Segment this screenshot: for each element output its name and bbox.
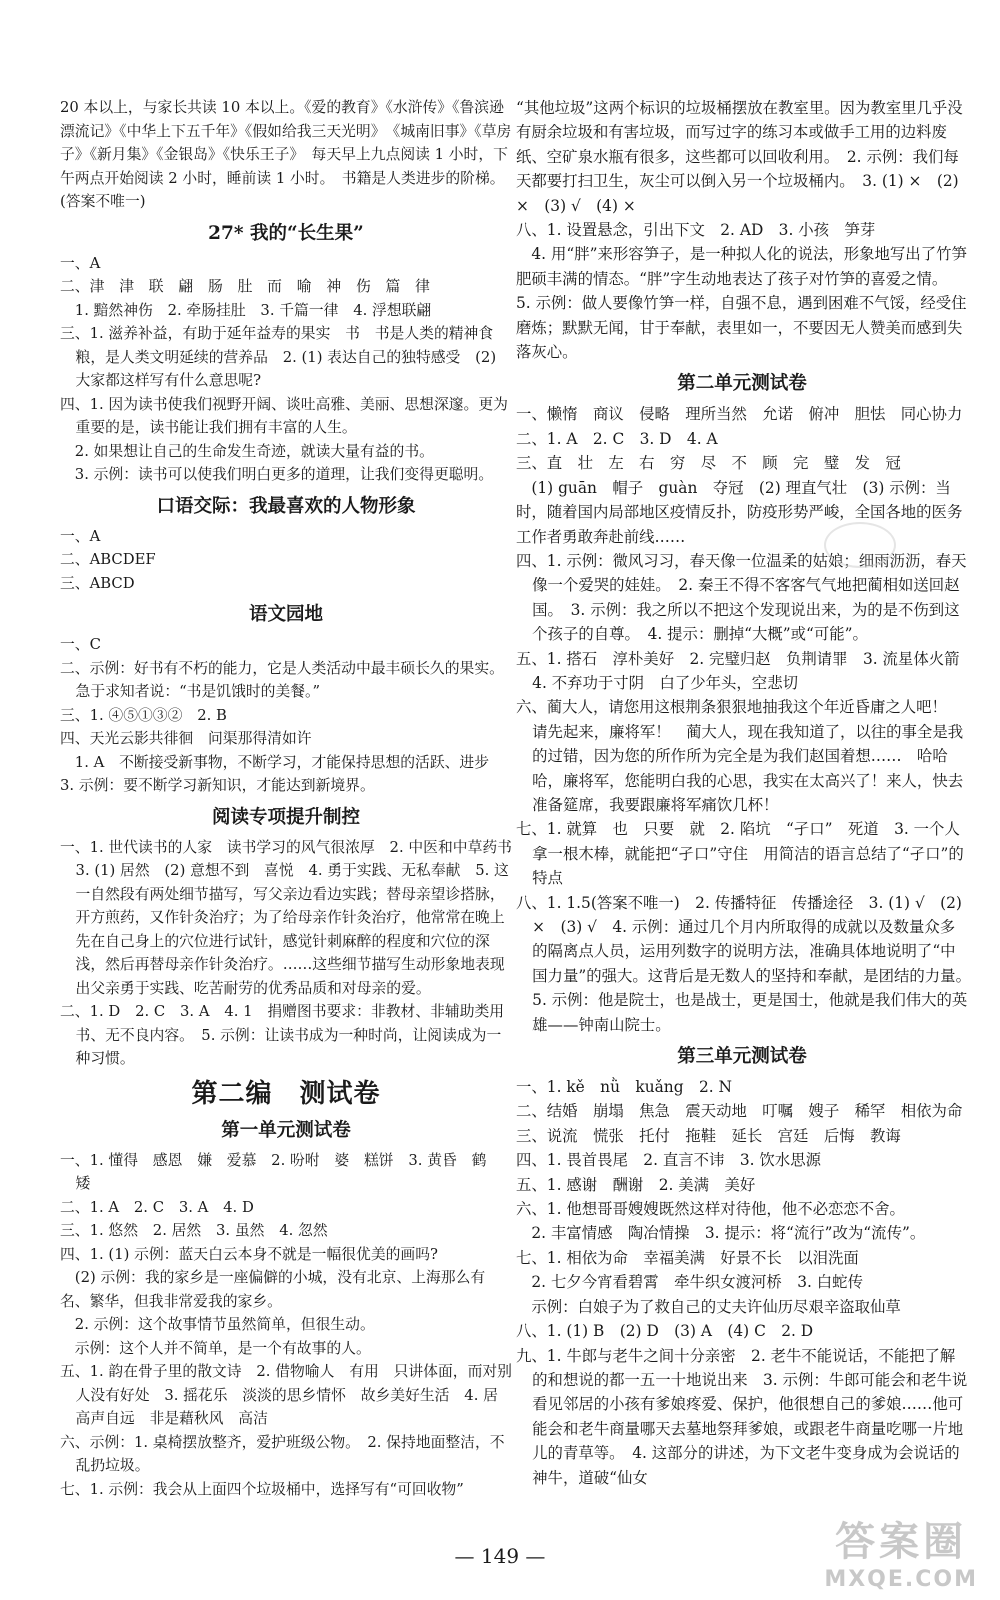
watermark-logo (824, 1510, 978, 1592)
answer-line: 六、蔺大人，请您用这根荆条狠狠地抽我这个年近昏庸之人吧！ 请先起来，廉将军！ 蔺大人，现在我知道了，以往的事全是我的过错，因为您的所作所为完全是为我们赵国着想…… 哈哈哈，廉将军，您能明白我的心思，我实在太高兴了！来人，快去准备筵席，我要跟廉将军痛饮几杯！ (516, 698, 964, 814)
answer-line: 三、1. 悠然 2. 居然 3. 虽然 4. 忽然 (60, 1222, 328, 1239)
answer-line: 示例：白娘子为了救自己的丈夫许仙历尽艰辛盗取仙草 (516, 1297, 901, 1316)
answer-line: 八、1. 设置悬念，引出下文 2. AD 3. 小孩 笋芽 (516, 221, 876, 240)
answer-line: 二、示例：好书有不朽的能力，它是人类活动中最丰硕长久的果实。 急于求知者说：“书是饥饿时的美餐。” (60, 659, 512, 700)
section-heading: 语文园地 (248, 604, 323, 625)
answer-line: 示例：这个人并不简单，是一个有故事的人。 (60, 1339, 371, 1357)
section-heading: 第二单元测试卷 (677, 373, 807, 395)
answer-line: 四、1. (1) 示例：蓝天白云本身不就是一幅很优美的画吗? (60, 1245, 438, 1263)
answer-line: 3. 示例：读书可以使我们明白更多的道理，让我们变得更聪明。 (60, 466, 494, 483)
answer-line: 七、1. 相依为命 幸福美满 好景不长 以泪洗面 (516, 1248, 859, 1267)
answer-line: 二、1. A 2. C 3. D 4. A (516, 429, 718, 448)
answer-line: 三、ABCD (60, 574, 135, 592)
answer-line: 五、1. 感谢 酬谢 2. 美满 美好 (516, 1175, 756, 1194)
section-heading: 阅读专项提升制控 (211, 806, 360, 828)
stamp-mark (824, 522, 896, 568)
answer-line: 六、1. 他想哥哥嫂嫂既然这样对待他，他不必恋恋不舍。 (516, 1200, 905, 1219)
right-column (516, 96, 979, 1490)
answer-line: 五、1. 搭石 淳朴美好 2. 完璧归赵 负荆请罪 3. 流星体火箭 4. 不弃功于寸阴 白了少年头，空悲切 (516, 649, 975, 692)
answer-line: 2. 示例：这个故事情节虽然简单，但很生动。 (60, 1316, 375, 1333)
answer-line: 1. A 不断接受新事物，不断学习，才能保持思想的活跃、进步 3. 示例：要不断学习新知识，才能达到新境界。 (60, 753, 504, 794)
answer-line: 1. 黯然神伤 2. 牵肠挂肚 3. 千篇一律 4. 浮想联翩 (60, 301, 432, 319)
answer-line: 一、A (60, 527, 101, 545)
answer-line: 四、1. 示例：微风习习，春天像一位温柔的姑娘；细雨沥沥，春天像一个爱哭的娃娃。 2. 秦王不得不客客气气地把蔺相如送回赵国。 3. 示例：我之所以不把这个发现说出来，为的是不伤到这个孩子的自尊。 4. 提示：删掉“大概”或“可能”。 (516, 551, 967, 644)
answer-line: 2. 七夕今宵看碧霄 牵牛织女渡河桥 3. 白蛇传 (516, 1273, 863, 1292)
section-heading: 27* 我的“长生果” (208, 222, 364, 244)
left-column (60, 96, 527, 1501)
section-heading: 口语交际：我最喜欢的人物形象 (156, 495, 416, 517)
answer-line: 二、结婚 崩塌 焦急 震天动地 叮嘱 嫂子 稀罕 相依为命 (516, 1102, 963, 1121)
answer-line: 二、1. D 2. C 3. A 4. 1 捐赠图书要求：非教材、非辅助类用书、无不良内容。 5. 示例：让读书成为一种时尚，让阅读成为一种习惯。 (60, 1003, 505, 1067)
answer-line: 八、1. (1) B (2) D (3) A (4) C 2. D (516, 1322, 814, 1341)
answer-line: 二、津 津 联 翩 肠 肚 而 喻 神 伤 篇 律 (60, 278, 430, 295)
page-number: — 149 — (454, 1544, 546, 1568)
answer-line: 七、1. 就算 也 只要 就 2. 陷坑 “孑口” 死道 3. 一个人拿一根木棒，就能把“孑口”守住 用简洁的语言总结了“孑口”的特点 (516, 820, 964, 888)
answer-line: 一、C (60, 636, 101, 653)
answer-line: (2) 示例：我的家乡是一座偏僻的小城，没有北京、上海那么有名、繁华，但我非常爱我的家乡。 (60, 1269, 486, 1310)
answer-line: 四、天光云影共徘徊 问渠那得清如许 (60, 730, 312, 747)
answer-line: 三、直 壮 左 右 穷 尽 不 顾 完 璧 发 冠 (516, 454, 901, 473)
watermark-url: MXQE.COM (824, 1567, 978, 1592)
answer-line: 2. 如果想让自己的生命发生奇迹，就读大量有益的书。 (60, 442, 434, 460)
answer-line: (1) guān 帽子 guàn 夺冠 (2) 理直气壮 (3) 示例：当时，随着国内局部地区疫情反扑，防疫形势严峻，全国各地的医务工作者勇敢奔赴前线…… (516, 478, 963, 546)
answer-line: 五、1. 韵在骨子里的散文诗 2. 借物喻人 有用 只讲体面，而对别人没有好处 3. 摇花乐 淡淡的思乡情怀 故乡美好生活 4. 居高声自远 非是藉秋风 高洁 (60, 1363, 512, 1427)
part-title: 第二编 测试卷 (191, 1078, 381, 1109)
answer-line: 七、1. 示例：我会从上面四个垃圾桶中，选择写有“可回收物” (60, 1480, 464, 1498)
answer-line: 四、1. 畏首畏尾 2. 直言不讳 3. 饮水思源 (516, 1151, 821, 1170)
answer-line: 二、ABCDEF (60, 551, 156, 568)
answer-line: 九、1. 牛郎与老牛之间十分亲密 2. 老牛不能说话，不能把了解的和想说的都一五一十地说出来 3. 示例：牛郎可能会和老牛说看见邻居的小孩有爹娘疼爱、保护，他很想自己的爹娘……他可能会和老牛商量哪天去墓地祭拜爹娘，或跟老牛商量吃哪一片地儿的青草等。 4. 这部分的讲述，为下文老牛变身成为会说话的神牛，道破“仙女 (516, 1346, 968, 1487)
watermark-main: 答案圈 (835, 1519, 968, 1565)
answer-line: 八、1. 1.5(答案不唯一) 2. 传播特征 传播途径 3. (1) √ (2) × (3) √ 4. 示例：通过几个月内所取得的成就以及数量众多的隔离点人员，运用列数字的说明方法，准确具体地说明了“中国力量”的强大。这背后是无数人的坚持和奉献，是团结的力量。 5. 示例：他是院士，也是战士，更是国士，他就是我们伟大的英雄——钟南山院士。 (516, 893, 979, 1034)
answer-line: 一、1. kě nǜ kuǎng 2. N (516, 1078, 733, 1097)
answer-line: 20 本以上，与家长共读 10 本以上。《爱的教育》《水浒传》《鲁滨逊漂流记》《中华上下五千年》《假如给我三天光明》 《城南旧事》《草房子》《新月集》《金银岛》《快乐王子》 每天早上九点阅读 1 小时，下午两点开始阅读 2 小时，睡前读 1 小时。 书籍是人类进步的阶梯。(答案不唯一) (60, 99, 512, 210)
answer-line: 二、1. A 2. C 3. A 4. D (60, 1198, 254, 1216)
answer-line: 2. 丰富情感 陶冶情操 3. 提示：将“流行”改为“流传”。 (516, 1224, 926, 1243)
answer-line: “其他垃圾”这两个标识的垃圾桶摆放在教室里。因为教室里几乎没有厨余垃圾和有害垃圾，而写过字的练习本或做手工用的边料废纸、空矿泉水瓶有很多，这些都可以回收利用。 2. 示例：我们每天都要打扫卫生，灰尘可以倒入另一个垃圾桶内。 3. (1) × (2) × (3) √ (4) × (516, 99, 964, 215)
answer-line: 一、A (60, 254, 101, 272)
answer-line: 一、懒惰 商议 侵略 理所当然 允诺 俯冲 胆怯 同心协力 (516, 405, 963, 424)
answer-line: 三、1. 滋养补益，有助于延年益寿的果实 书 书是人类的精神食粮，是人类文明延续的营养品 2. (1) 表达自己的独特感受 (2) 大家都这样写有什么意思呢? (60, 325, 501, 389)
answer-line: 三、说流 慌张 托付 拖鞋 延长 宫廷 后悔 教诲 (516, 1126, 901, 1145)
answer-line: 一、1. 懂得 感恩 嫌 爱慕 2. 吩咐 婆 糕饼 3. 黄昏 鹤 矮 (60, 1151, 502, 1192)
section-heading: 第一单元测试卷 (221, 1119, 351, 1141)
answer-line: 4. 用“胖”来形容笋子，是一种拟人化的说法，形象地写出了竹笋肥硕丰满的情态。“胖”字生动地表达了孩子对竹笋的喜爱之情。 5. 示例：做人要像竹笋一样，自强不息，遇到困难不气馁，经受住磨炼；默默无闻，甘于奉献，表里如一，不要因无人赞美而感到失落灰心。 (516, 245, 967, 362)
answer-line: 六、示例：1. 桌椅摆放整齐，爱护班级公物。 2. 保持地面整洁，不乱扔垃圾。 (60, 1433, 505, 1474)
answer-line: 四、1. 因为读书使我们视野开阔、谈吐高雅、美丽、思想深邃。更为重要的是，读书能让我们拥有丰富的人生。 (60, 395, 508, 436)
answer-line: 一、1. 世代读书的人家 读书学习的风气很浓厚 2. 中医和中草药书 3. (1) 居然 (2) 意想不到 喜悦 4. 勇于实践、无私奉献 5. 这一自然段有两处细节描写，写父亲边看边实践；替母亲望诊搭脉，开方煎药，又作针灸治疗；为了给母亲作针灸治疗，他常常在晚上先在自己身上的穴位进行试针，感觉针刺麻醉的程度和穴位的深浅，然后再替母亲作针灸治疗。……这些细节描写生动形象地表现出父亲勇于实践、吃苦耐劳的优秀品质和对母亲的爱。 (60, 838, 527, 997)
answer-line: 三、1. ④⑤①③② 2. B (60, 706, 227, 724)
section-heading: 第三单元测试卷 (677, 1046, 807, 1068)
